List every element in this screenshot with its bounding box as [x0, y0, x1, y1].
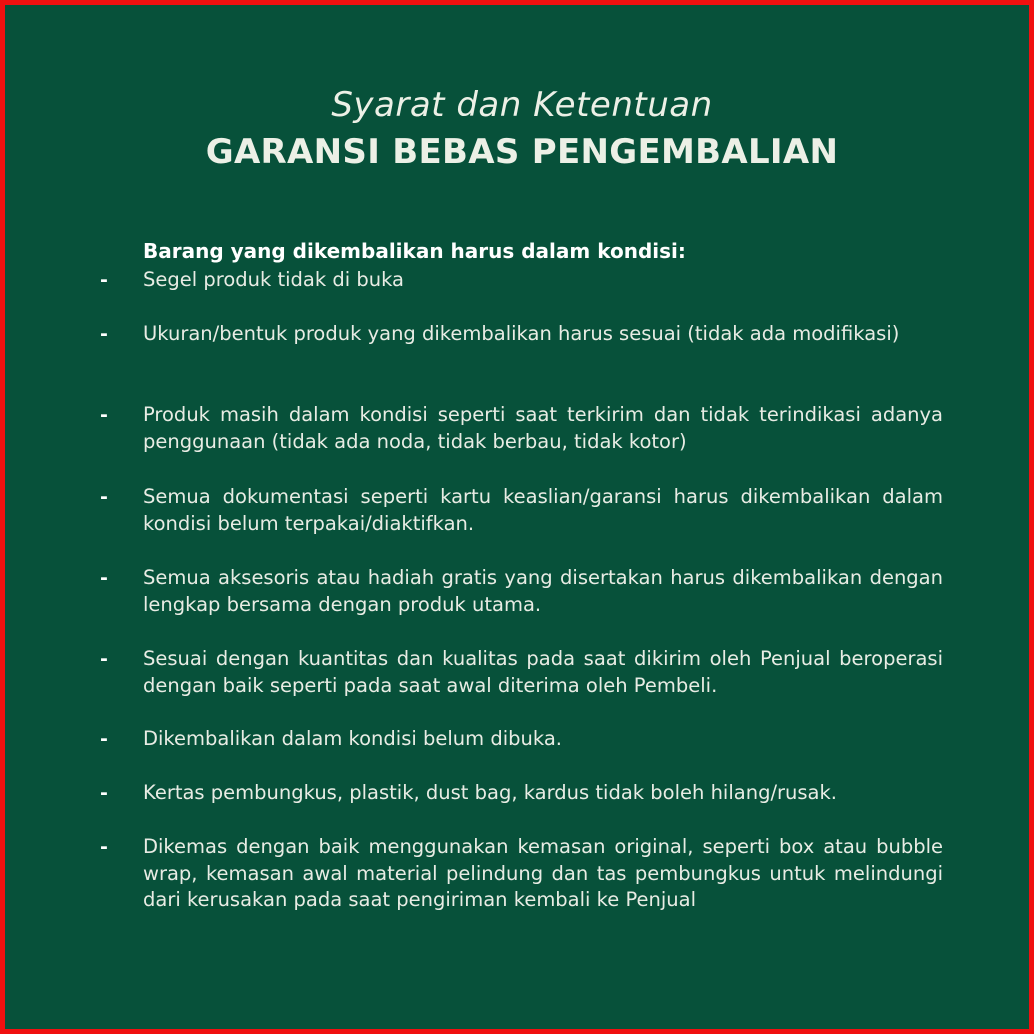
bullet-dash: -: [100, 728, 108, 750]
list-item-text: Semua dokumentasi seperti kartu keaslian/garansi harus dikembalikan dalam kondisi belum terpakai/diaktifkan.: [143, 485, 943, 535]
page-subtitle: Syarat dan Ketentuan: [331, 85, 713, 125]
bullet-dash: -: [100, 486, 108, 508]
list-item-text: Sesuai dengan kuantitas dan kualitas pada saat dikirim oleh Penjual beroperasi dengan baik seperti pada saat awal diterima oleh Pembeli.: [143, 647, 943, 697]
list-item-text: Kertas pembungkus, plastik, dust bag, kardus tidak boleh hilang/rusak.: [143, 781, 837, 804]
bullet-dash: -: [100, 323, 108, 345]
bullet-dash: -: [100, 648, 108, 670]
bullet-dash: -: [100, 782, 108, 804]
list-item-text: Produk masih dalam kondisi seperti saat terkirim dan tidak terindikasi adanya penggunaan (tidak ada noda, tidak berbau, tidak kotor): [143, 403, 943, 453]
bullet-dash: -: [100, 567, 108, 589]
bullet-dash: -: [100, 269, 108, 291]
list-item-text: Dikembalikan dalam kondisi belum dibuka.: [143, 727, 562, 750]
page-title: GARANSI BEBAS PENGEMBALIAN: [205, 132, 839, 172]
list-item-text: Dikemas dengan baik menggunakan kemasan original, seperti box atau bubble wrap, kemasan awal material pelindung dan tas pembungkus untuk melindungi dari kerusakan pada saat pengiriman kembali ke Penjual: [143, 835, 943, 911]
conditions-intro: Barang yang dikembalikan harus dalam kondisi:: [143, 239, 686, 263]
bullet-dash: -: [100, 836, 108, 858]
list-item-text: Ukuran/bentuk produk yang dikembalikan harus sesuai (tidak ada modifikasi): [143, 322, 900, 345]
list-item-text: Segel produk tidak di buka: [143, 268, 405, 291]
list-item-text: Semua aksesoris atau hadiah gratis yang disertakan harus dikembalikan dengan lengkap bersama dengan produk utama.: [143, 566, 943, 616]
bullet-dash: -: [100, 404, 108, 426]
